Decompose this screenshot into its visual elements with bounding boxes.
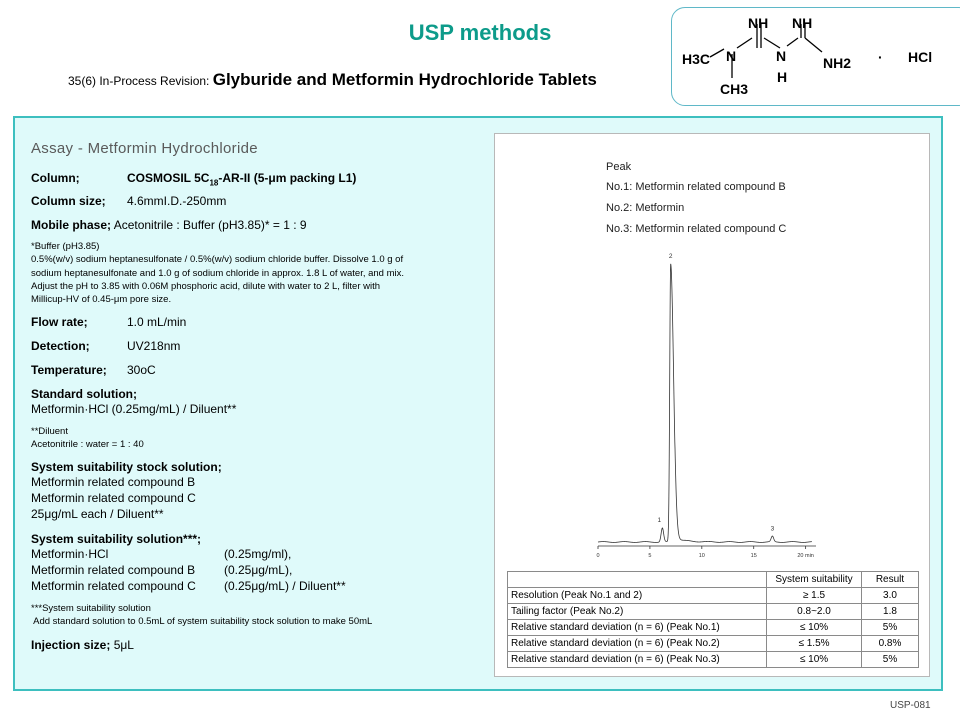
column-row <box>31 171 357 188</box>
atom-nh-2: NH <box>792 15 813 31</box>
detection-row <box>31 339 181 353</box>
table-row: Relative standard deviation (n = 6) (Peak No.2) ≤ 1.5% 0.8% <box>508 636 919 652</box>
injection-label: Injection size; <box>31 638 111 652</box>
temperature-row <box>31 363 156 377</box>
assay-title: Assay - Metformin Hydrochloride <box>31 140 258 157</box>
flow-rate-row <box>31 315 187 329</box>
injection-value: 5μL <box>113 638 134 652</box>
buffer-note: *Buffer (pH3.85) 0.5%(w/v) sodium heptanesulfonate / 0.5%(w/v) sodium chloride buffer. Dissolve 1.0 g of sodium heptanesulfonate and 1.0 g of sodium chloride in approx. 1.8 L of water, and mix. Adjust the pH to 3.85 with 0.06M phosphoric acid, dilute with water to 2 L, filter with Millicup-HV of 0.45-μm pore size. <box>31 241 405 306</box>
peak-label: 3 <box>770 525 775 533</box>
diluent-note: **Diluent Acetonitrile : water = 1 : 40 <box>31 426 144 451</box>
peak-item-2: No.2: Metformin <box>606 202 685 214</box>
detection-value: UV218nm <box>127 339 181 353</box>
revision-title: Glyburide and Metformin Hydrochloride Tablets <box>212 70 597 89</box>
chemical-structure <box>671 7 960 106</box>
detection-label: Detection; <box>31 339 90 353</box>
x-tick-label: 15 <box>750 553 757 559</box>
mobile-phase-label: Mobile phase; <box>31 218 112 232</box>
peak-item-1: No.1: Metformin related compound B <box>606 181 786 193</box>
table-row: Tailing factor (Peak No.2) 0.8~2.0 1.8 <box>508 604 919 620</box>
column-label: Column; <box>31 171 80 185</box>
x-tick-label: 10 <box>698 553 705 559</box>
peak-item-3: No.3: Metformin related compound C <box>606 223 787 235</box>
mobile-phase-row <box>31 218 307 232</box>
x-tick-label: 0 <box>596 553 600 559</box>
chromatogram <box>594 250 830 560</box>
atom-n-2: N <box>776 48 787 64</box>
page-title: USP methods <box>408 20 552 45</box>
atom-hcl: HCl <box>908 49 933 65</box>
atom-n-1: N <box>726 48 737 64</box>
table-row: Relative standard deviation (n = 6) (Peak No.1) ≤ 10% 5% <box>508 620 919 636</box>
mobile-phase-value: Acetonitrile : Buffer (pH3.85)* = 1 : 9 <box>113 218 307 232</box>
revision-prefix: 35(6) In-Process Revision: <box>68 74 210 88</box>
flow-rate-label: Flow rate; <box>31 315 88 329</box>
peak-label: 2 <box>668 253 673 260</box>
dot-separator: · <box>878 49 883 65</box>
column-value: COSMOSIL $5C_{18}-AR-II$ (5-μm packing L1) <box>127 171 357 188</box>
column-size-value: 4.6mmI.D.-250mm <box>127 194 227 208</box>
suitability-solution: System suitability solution***; Metformin·HCl (0.25mg/ml), Metformin related compound B (0.25μg/mL), Metformin related compound C (0.25μg/mL) / Diluent** <box>31 532 346 593</box>
injection-row <box>31 638 134 652</box>
stock-solution: System suitability stock solution; Metformin related compound B Metformin related compound C 25μg/mL each / Diluent** <box>31 460 222 521</box>
chromatogram-trace <box>598 264 812 543</box>
atom-h3c: H3C <box>682 51 711 67</box>
slide-code: USP-081 <box>890 700 931 711</box>
atom-h: H <box>777 69 788 85</box>
peak-label: 1 <box>657 517 662 525</box>
flow-rate-value: 1.0 mL/min <box>127 315 187 329</box>
peak-heading: Peak <box>606 161 632 173</box>
revision-line <box>68 70 597 90</box>
column-size-label: Column size; <box>31 194 106 208</box>
table-row: Resolution (Peak No.1 and 2) ≥ 1.5 3.0 <box>508 588 919 604</box>
suitability-note: ***System suitability solution Add standard solution to 0.5mL of system suitability stock solution to make 50mL <box>31 603 373 628</box>
atom-nh-1: NH <box>748 15 769 31</box>
atom-nh2: NH2 <box>823 55 852 71</box>
suitability-table <box>507 571 919 668</box>
temperature-value: 30oC <box>127 363 156 377</box>
x-tick-label: 5 <box>648 553 652 559</box>
standard-solution: Standard solution; Metformin·HCl (0.25mg/mL) / Diluent** <box>31 387 237 416</box>
atom-ch3: CH3 <box>720 81 749 97</box>
temperature-label: Temperature; <box>31 363 107 377</box>
column-size-row <box>31 194 227 208</box>
table-header-row: System suitability Result <box>508 572 919 588</box>
x-tick-label: 20 min <box>797 553 814 559</box>
table-row: Relative standard deviation (n = 6) (Peak No.3) ≤ 10% 5% <box>508 652 919 668</box>
